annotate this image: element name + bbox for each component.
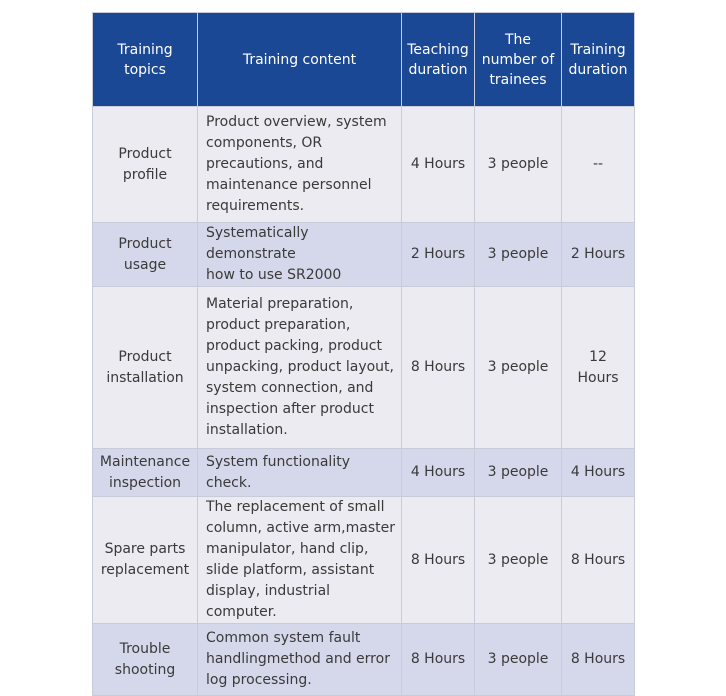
content-cell: Common system fault handlingmethod and error log processing. (198, 624, 402, 696)
training-duration-cell: 4 Hours (562, 449, 635, 497)
teaching-duration-cell: 8 Hours (402, 497, 475, 624)
topic-cell: Maintenance inspection (93, 449, 198, 497)
trainees-cell: 3 people (475, 449, 562, 497)
header-number-of-trainees: The number of trainees (475, 13, 562, 107)
trainees-cell: 3 people (475, 223, 562, 287)
training-duration-cell: 8 Hours (562, 624, 635, 696)
training-duration-cell: 12 Hours (562, 287, 635, 449)
training-duration-cell: 2 Hours (562, 223, 635, 287)
header-training-content: Training content (198, 13, 402, 107)
teaching-duration-cell: 4 Hours (402, 107, 475, 223)
trainees-cell: 3 people (475, 287, 562, 449)
table-row (93, 449, 635, 497)
content-cell: Material preparation, product preparation, product packing, product unpacking, product layout, system connection, and inspection after product installation. (198, 287, 402, 449)
topic-cell: Trouble shooting (93, 624, 198, 696)
table-row (93, 287, 635, 449)
header-training-duration: Training duration (562, 13, 635, 107)
teaching-duration-cell: 4 Hours (402, 449, 475, 497)
table-row (93, 624, 635, 696)
teaching-duration-cell: 8 Hours (402, 624, 475, 696)
topic-cell: Product profile (93, 107, 198, 223)
training-duration-cell: -- (562, 107, 635, 223)
topic-cell: Product installation (93, 287, 198, 449)
teaching-duration-cell: 8 Hours (402, 287, 475, 449)
training-duration-cell: 8 Hours (562, 497, 635, 624)
content-cell: Systematically demonstrate how to use SR2000 (198, 223, 402, 287)
table-row (93, 497, 635, 624)
trainees-cell: 3 people (475, 624, 562, 696)
teaching-duration-cell: 2 Hours (402, 223, 475, 287)
table-header-row (93, 13, 635, 107)
content-cell: Product overview, system components, OR precautions, and maintenance personnel requirements. (198, 107, 402, 223)
content-cell: The replacement of small column, active arm,master manipulator, hand clip, slide platform, assistant display, industrial computer. (198, 497, 402, 624)
header-training-topics: Training topics (93, 13, 198, 107)
topic-cell: Product usage (93, 223, 198, 287)
table-row (93, 107, 635, 223)
content-cell: System functionality check. (198, 449, 402, 497)
trainees-cell: 3 people (475, 107, 562, 223)
training-schedule-table (92, 12, 635, 696)
header-teaching-duration: Teaching duration (402, 13, 475, 107)
trainees-cell: 3 people (475, 497, 562, 624)
table-row (93, 223, 635, 287)
topic-cell: Spare parts replacement (93, 497, 198, 624)
training-table-container (92, 12, 634, 696)
